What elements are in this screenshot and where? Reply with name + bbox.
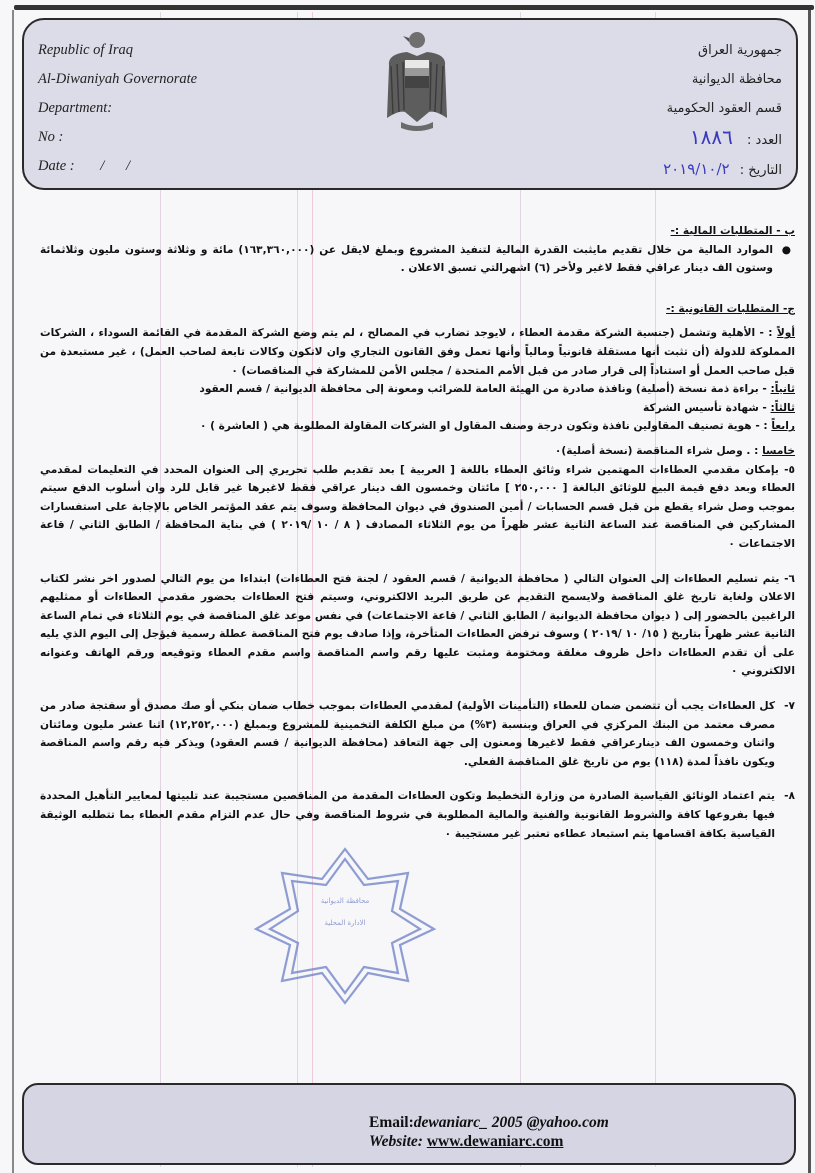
financial-heading: ب - المتطلبات المالية :- — [670, 225, 795, 237]
number-row-ar — [522, 123, 782, 155]
department-ar: قسم العقود الحكومية — [666, 101, 782, 116]
legal-item-third: ثالثاً: - شهادة تأسيس الشركة — [643, 401, 795, 414]
document-date: ٢٠١٩/١٠/٢ — [663, 160, 730, 178]
right-page-edge — [808, 10, 811, 1173]
country-en: Republic of Iraq — [38, 42, 134, 58]
website-label: Website: — [369, 1133, 423, 1150]
clause-8: ٨- يتم اعتماد الوثائق القياسية الصادرة من وزارة التخطيط وتكون العطاءات المقدمة من المناقصين مستجيبة عند تلبيتها لمعايير التأهيل المحددة فيها بفروعها كافة والشروط القانونية والفنية والمالية المطلوبة في شروط المناقصة وفي حال عدم التزام مقدم العطاء بما تتطلبه الوثيقة القياسية بكافة اقسامها يتم استبعاد عطاءه تعتبر غير مستجيبة ٠ — [40, 790, 795, 840]
governorate-ar: محافظة الديوانية — [691, 72, 782, 87]
left-page-edge — [12, 10, 14, 1173]
email-address[interactable]: dewaniarc_ 2005 @yahoo.com — [413, 1114, 609, 1131]
top-border-rule — [14, 5, 814, 10]
iraq-eagle-emblem-icon — [379, 26, 455, 134]
spacer — [40, 278, 795, 300]
department-label-en: Department: — [38, 100, 113, 116]
stamp-line-2: الادارة المحلية — [324, 919, 366, 927]
date-row-ar — [522, 155, 782, 185]
letterhead — [22, 18, 798, 190]
date-row-en — [38, 152, 338, 181]
spacer — [40, 554, 795, 570]
number-label-ar: العدد : — [747, 133, 782, 148]
bullet-icon: ● — [781, 243, 791, 256]
email-label: Email: — [369, 1114, 414, 1131]
website-link[interactable]: www.dewaniarc.com — [426, 1133, 564, 1150]
clause-5: ٥- بإمكان مقدمي العطاءات المهتمين شراء وثائق العطاء باللغة [ العربية ] بعد تقديم طلب تحريري إلى العنوان المحدد في التعليمات لمقدمي العطاء وبعد دفع قيمة البيع للوثائق البالغة [ ٢٥٠,٠٠٠ ] مائتان وخمسون الف دينار عراقي فقط لاغيرها غير قابل للرد وان أسلوب الدفع سيتم بموجب وصل شراء يقطع من قبل قسم الحسابات / أمين الصندوق في ديوان المحافظة وسوف يتم عقد المؤتمر الخاص بالإجابة على استفسارات المشاركين في المناقصة عند الساعة الثانية عشر ظهراً من يوم الثلاثاء المصادف ( ٨ / ١٠ /٢٠١٩ ) في بناية المحافظة / الطابق الثاني / قاعة الاجتماعات ٠ — [40, 463, 796, 550]
footer-contact — [369, 1113, 609, 1151]
clause-6: ٦- يتم تسليم العطاءات إلى العنوان التالي ( محافظة الديوانية / قسم العقود / لجنة فتح العطاءات) ابتداءا من يوم التالي لصدور اخر نشر لكتاب الاعلان ولغاية تاريخ غلق المناقصة ولايسمح التقديم عن طريق البريد الالكتروني، وسيتم فتح العطاءات بحضور مقدمي العطاءات أو ممثليهم الراغبين بالحضور إلى ( ديوان محافظة الديوانية / الطابق الثاني / قاعة الاجتماعات) في نفس موعد غلق المناقصة في يوم الثلاثاء في تمام الساعة الثانية عشر ظهراً بتاريخ ( ١٥/ ١٠ /٢٠١٩ ) وسوف ترفض العطاءات المتأخرة، وإذا صادف يوم فتح المناقصة عطلة رسمية فيؤجل إلى اليوم الذي يليه على أن تقدم العطاءات داخل ظروف مغلقة ومختومة ومثبت عليها رقم واسم المناقصة واسم مقدم العطاء وتوقيعه ورقم الهاتف وعنوانه الالكتروني ٠ — [40, 572, 796, 678]
official-stamp-icon — [250, 845, 440, 1005]
date-label-en: Date : — [38, 158, 75, 174]
governorate-en: Al-Diwaniyah Governorate — [38, 71, 198, 87]
letterhead-arabic — [522, 36, 782, 185]
legal-item-first: أولاً : - الأهلية وتشمل (جنسية الشركة مقدمة العطاء ، لايوجد تضارب في المصالح ، لم يتم وضع الشركة المقدمة في القائمة السوداء ، الشركات المملوكة للدولة (أن تثبت أنها مستقلة قانونياً ومالياً وأنها تعمل وفق القانون التجاري وان لاتكون وكالات تابعة لصاحب العمل) ، غير مستبعدة من قبل صاحب العمل أو استناداً إلى قرار صادر من قبل الأمم المتحدة / مجلس الأمن للمشاركة في المناقصات) ٠ — [40, 327, 795, 377]
legal-item-second: ثانياً: - براءة ذمة نسخة (أصلية) ونافذة صادرة من الهيئة العامة للضرائب ومعونة إلى محافظة الديوانية / قسم العقود — [199, 383, 795, 396]
footer — [22, 1083, 796, 1165]
spacer — [40, 771, 795, 787]
spacer — [40, 681, 795, 697]
clause-7: ٧- كل العطاءات يجب أن تتضمن ضمان للعطاء (التأمينات الأولية) لمقدمي العطاءات بموجب خطاب ضمان بنكي أو صك مصدق أو سفتجة صادر من مصرف معتمد من البنك المركزي في العراق وبنسبة (٣%) من مبلغ الكلفة التخمينية للمشروع وبمبلغ (١٢,٢٥٢,٠٠٠) اثنا عشر مليون ومائتان واثنان وخمسون الف دينارعراقي فقط لاغيرها ومعنون إلى جهة التعاقد (محافظة الديوانية / قسم العقود) ويذكر فيه رقم واسم المناقصة ويكون نافذاً لمدة (١١٨) يوم من تاريخ غلق المناقصة الفعلي. — [40, 700, 795, 768]
country-ar: جمهورية العراق — [698, 43, 782, 58]
letterhead-english — [38, 36, 338, 181]
email-row — [369, 1113, 609, 1132]
legal-item-fifth: خامسا : . وصل شراء المناقصة (نسخة أصلية)٠ — [554, 444, 795, 457]
date-label-ar: التاريخ : — [739, 163, 782, 178]
legal-item-fourth: رابعاً : - هوية تصنيف المقاولين نافذة وتكون درجة وصنف المقاول او الشركات المقاولة المطلوبة هي ( العاشرة ) ٠ — [199, 420, 795, 433]
date-slashes: / / — [100, 158, 131, 174]
number-label-en: No : — [38, 129, 64, 145]
document-number: ١٨٨٦ — [689, 125, 733, 149]
website-row — [369, 1132, 609, 1151]
legal-heading: ج- المتطلبات القانونية :- — [666, 302, 795, 315]
stamp-line-1: محافظة الديوانية — [320, 897, 370, 905]
document-body — [40, 222, 795, 843]
financial-bullet: ● الموارد المالية من خلال تقديم مايثبت القدرة المالية لتنفيذ المشروع وبملغ لايقل عن (١٦٣,٣٦٠,٠٠٠) مائة و وثلاثة وستون مليون وثلاثمائة وستون الف دينار عراقي فقط لاغير ولأخر (٦) اشهرالتي تسبق الاعلان . — [40, 241, 795, 278]
